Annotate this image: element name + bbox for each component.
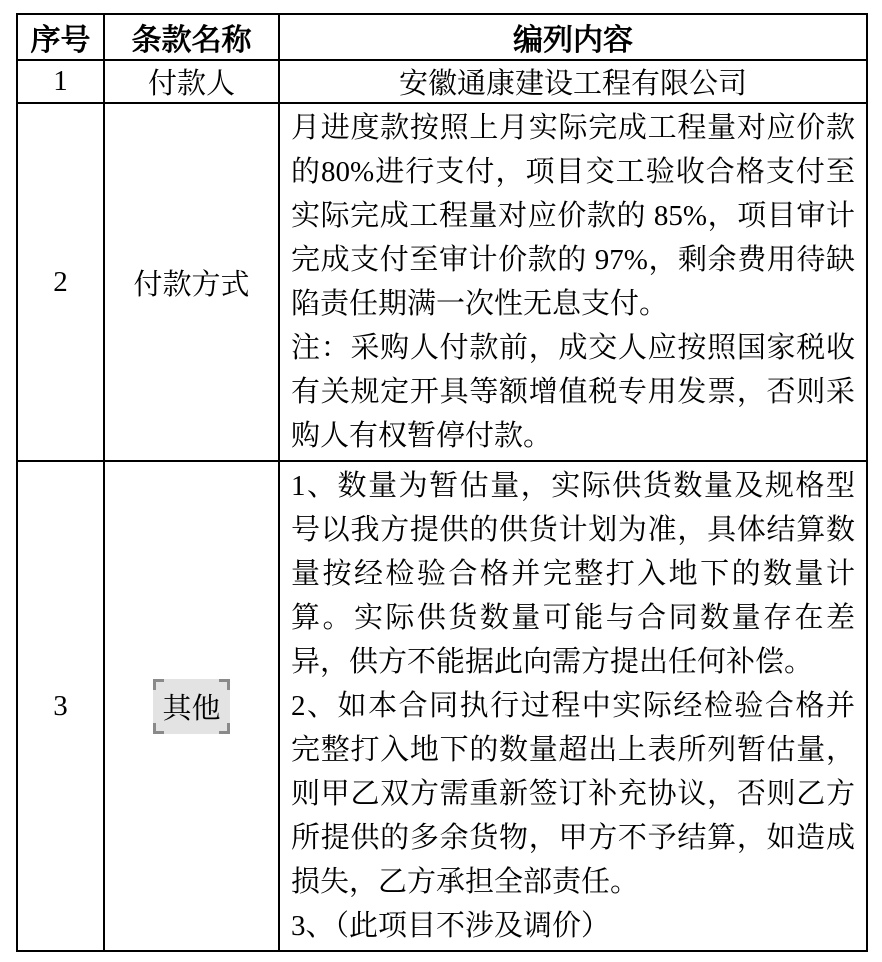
payment-method-content	[279, 103, 867, 461]
row-serial-number: 2	[17, 103, 104, 461]
other-terms-content	[279, 461, 867, 951]
selection-bracket-bottom-left-icon	[153, 723, 164, 734]
no-price-adjustment-paragraph: 3、（此项目不涉及调价）	[291, 910, 611, 942]
selection-bracket-top-left-icon	[153, 679, 164, 690]
selection-bracket-top-right-icon	[219, 679, 230, 690]
contract-terms-table	[16, 13, 868, 952]
table-row-payer	[17, 60, 867, 103]
payment-terms-paragraph: 月进度款按照上月实际完成工程量对应价款的80%进行支付，项目交工验收合格支付至实际完成工程量对应价款的 85%，项目审计完成支付至审计价款的 97%，剩余费用待缺陷责任期满一次性无息支付。	[291, 112, 855, 320]
table-row-other	[17, 461, 867, 951]
row-serial-number: 1	[17, 60, 104, 103]
header-clause-name: 条款名称	[104, 14, 279, 60]
payment-note-paragraph: 注：采购人付款前，成交人应按照国家税收有关规定开具等额增值税专用发票，否则采购人有权暂停付款。	[291, 332, 855, 452]
row-clause-name: 其他	[162, 692, 221, 725]
row-serial-number: 3	[17, 461, 104, 951]
row-clause-name: 付款人	[104, 60, 279, 103]
row-clause-name: 付款方式	[104, 103, 279, 461]
selection-bracket-bottom-right-icon	[219, 723, 230, 734]
header-serial-number: 序号	[17, 14, 104, 60]
row-clause-name-cell	[104, 461, 279, 951]
header-content: 编列内容	[279, 14, 867, 60]
table-row-payment-method	[17, 103, 867, 461]
supplement-agreement-paragraph: 2、如本合同执行过程中实际经检验合格并完整打入地下的数量超出上表所列暂估量，则甲乙双方需重新签订补充协议，否则乙方所提供的多余货物，甲方不予结算，如造成损失，乙方承担全部责任。	[291, 690, 855, 898]
payer-company-name: 安徽通康建设工程有限公司	[279, 60, 867, 103]
table-header-row	[17, 14, 867, 60]
quantity-estimate-paragraph: 1、数量为暂估量，实际供货数量及规格型号以我方提供的供货计划为准，具体结算数量按经检验合格并完整打入地下的数量计算。实际供货数量可能与合同数量存在差异，供方不能据此向需方提出任何补偿。	[291, 470, 855, 678]
selected-content-control[interactable]	[153, 679, 229, 734]
